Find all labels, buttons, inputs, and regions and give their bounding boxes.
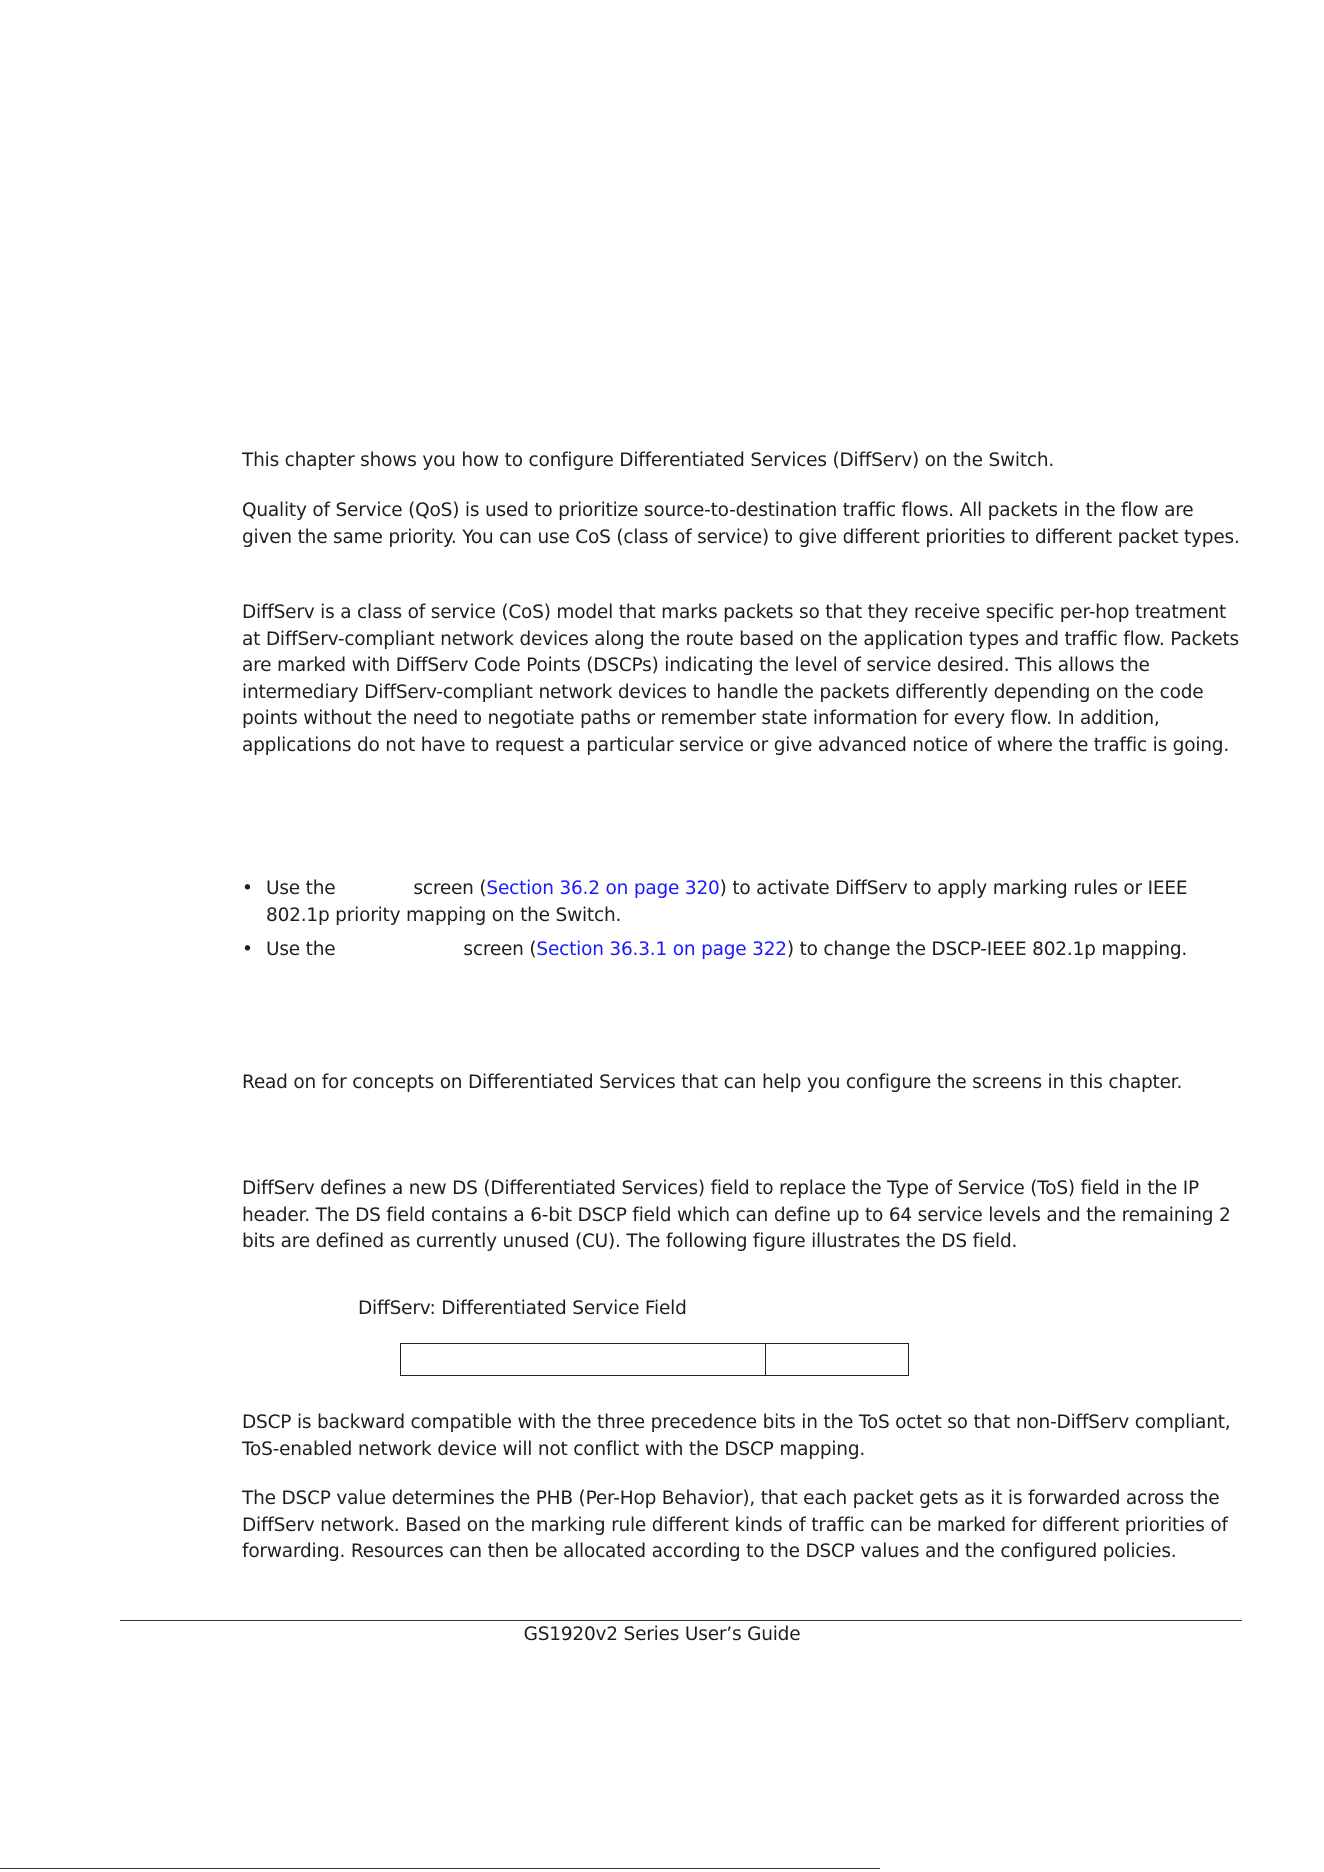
- list-item-text: ) to change the DSCP-IEEE 802.1p mapping.: [786, 939, 1188, 960]
- intro-paragraph-2: Quality of Service (QoS) is used to prioritize source-to-destination traffic flows. All packets in the flow are given the same priority. You can use CoS (class of service) to give different priorities to different packet types.: [242, 500, 1240, 548]
- guide-title: GS1920v2 Series User’s Guide: [523, 1624, 801, 1645]
- dscp-cell: [401, 1344, 766, 1375]
- intro-paragraph-3: DiffServ is a class of service (CoS) model that marks packets so that they receive specific per-hop treatment at DiffServ-compliant network devices along the route based on the application types and traffic flow. Packets are marked with DiffServ Code Points (DSCPs) indicating the level of service desired. This allows the intermediary DiffServ-compliant network devices to handle the packets differently depending on the code points without the need to negotiate paths or remember state information for every flow. In addition, applications do not have to request a particular service or give advanced notice of where the traffic is going.: [242, 602, 1239, 756]
- read-on-paragraph: Read on for concepts on Differentiated Services that can help you configure the screens in this chapter.: [242, 1072, 1183, 1093]
- list-item-text: Use the: [266, 878, 336, 899]
- list-item-text: Use the: [266, 939, 336, 960]
- ds-field-paragraph-2: DSCP is backward compatible with the three precedence bits in the ToS octet so that non-DiffServ compliant, ToS-enabled network device will not conflict with the DSCP mapping.: [242, 1412, 1231, 1460]
- footer-divider: [120, 1620, 1242, 1621]
- list-item-text: screen (: [463, 939, 537, 960]
- bottom-divider: [0, 1868, 880, 1869]
- section-link[interactable]: Section 36.3.1 on page 322: [536, 939, 787, 960]
- screen-list: [242, 876, 1252, 972]
- intro-paragraph-1: This chapter shows you how to configure Differentiated Services (DiffServ) on the Switch.: [242, 450, 1055, 471]
- list-item-text: screen (: [413, 878, 487, 899]
- figure-caption: DiffServ: Differentiated Service Field: [358, 1298, 687, 1319]
- cu-cell: [766, 1344, 908, 1375]
- section-link[interactable]: Section 36.2 on page 320: [486, 878, 720, 899]
- ds-field-paragraph-1: DiffServ defines a new DS (Differentiated Services) field to replace the Type of Service (ToS) field in the IP header. The DS field contains a 6-bit DSCP field which can define up to 64 service levels and the remaining 2 bits are defined as currently unused (CU). The following figure illustrates the DS field.: [242, 1178, 1231, 1252]
- ds-field-diagram: [400, 1343, 909, 1376]
- list-item: [242, 937, 1252, 964]
- list-item: [242, 876, 1252, 929]
- list-item-text: ) to activate DiffServ to apply marking rules or IEEE 802.1p priority mapping on the Switch.: [266, 878, 1188, 926]
- ds-field-paragraph-3: The DSCP value determines the PHB (Per-Hop Behavior), that each packet gets as it is forwarded across the DiffServ network. Based on the marking rule different kinds of traffic can be marked for different priorities of forwarding. Resources can then be allocated according to the DSCP values and the configured policies.: [242, 1488, 1228, 1562]
